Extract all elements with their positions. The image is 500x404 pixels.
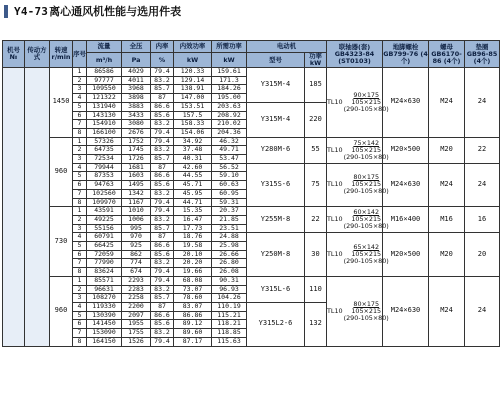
coupling-type: TL10 bbox=[327, 97, 343, 106]
efficiency-cell: 86.6 bbox=[151, 242, 174, 251]
seq-cell: 1 bbox=[73, 68, 87, 77]
pressure-cell: 925 bbox=[122, 242, 151, 251]
seq-cell: 5 bbox=[73, 102, 87, 111]
pressure-cell: 1006 bbox=[122, 215, 151, 224]
pressure-cell: 970 bbox=[122, 233, 151, 242]
required-power-cell: 203.63 bbox=[212, 102, 247, 111]
flow-cell: 108270 bbox=[87, 294, 122, 303]
internal-power-cell: 129.14 bbox=[174, 76, 212, 85]
header-speed: 转速 r/min bbox=[50, 41, 73, 68]
required-power-cell: 26.80 bbox=[212, 259, 247, 268]
header-washer: 垫圈 GB96-85 (4个) bbox=[465, 41, 500, 68]
pressure-cell: 4011 bbox=[122, 76, 151, 85]
flow-cell: 164150 bbox=[87, 337, 122, 346]
header-nut: 螺母 GB6170-86 (4个) bbox=[429, 41, 465, 68]
coupling-size-c: (290-105×80) bbox=[343, 313, 389, 322]
required-power-cell: 23.51 bbox=[212, 224, 247, 233]
header-internal-power: 内效功率 bbox=[174, 41, 212, 53]
internal-power-cell: 89.60 bbox=[174, 329, 212, 338]
header-flow: 流量 bbox=[87, 41, 122, 53]
required-power-cell: 59.31 bbox=[212, 198, 247, 207]
coupling-type: TL10 bbox=[327, 250, 343, 259]
flow-cell: 102560 bbox=[87, 189, 122, 198]
coupling-type: TL10 bbox=[327, 180, 343, 189]
pressure-cell: 674 bbox=[122, 268, 151, 277]
washer-cell: 24 bbox=[465, 276, 500, 346]
pressure-cell: 1955 bbox=[122, 320, 151, 329]
internal-power-cell: 20.20 bbox=[174, 259, 212, 268]
efficiency-cell: 87 bbox=[151, 302, 174, 311]
header-pressure: 全压 bbox=[122, 41, 151, 53]
efficiency-cell: 85.7 bbox=[151, 224, 174, 233]
efficiency-cell: 85.7 bbox=[151, 294, 174, 303]
anchor-bolt-cell: M20×500 bbox=[383, 233, 429, 277]
internal-power-cell: 44.71 bbox=[174, 198, 212, 207]
internal-power-cell: 120.33 bbox=[174, 68, 212, 77]
flow-cell: 55156 bbox=[87, 224, 122, 233]
required-power-cell: 184.26 bbox=[212, 85, 247, 94]
coupling-size-c: (290-105×80) bbox=[343, 257, 389, 266]
flow-cell: 83624 bbox=[87, 268, 122, 277]
title-accent-bar bbox=[4, 5, 8, 18]
internal-power-cell: 68.08 bbox=[174, 276, 212, 285]
seq-cell: 3 bbox=[73, 224, 87, 233]
pressure-cell: 1526 bbox=[122, 337, 151, 346]
header-efficiency: 内率 bbox=[151, 41, 174, 53]
efficiency-cell: 85.6 bbox=[151, 250, 174, 259]
internal-power-cell: 87.17 bbox=[174, 337, 212, 346]
coupling-size-a: 65×142 bbox=[353, 243, 380, 252]
internal-power-cell: 73.07 bbox=[174, 285, 212, 294]
required-power-cell: 115.63 bbox=[212, 337, 247, 346]
pressure-cell: 2293 bbox=[122, 276, 151, 285]
pressure-cell: 1681 bbox=[122, 163, 151, 172]
motor-power-cell: 110 bbox=[305, 276, 327, 302]
flow-cell: 121322 bbox=[87, 94, 122, 103]
required-power-cell: 90.31 bbox=[212, 276, 247, 285]
internal-power-cell: 147.00 bbox=[174, 94, 212, 103]
header-coupling: 联轴器(套) GB4323-84 (ST0103) bbox=[327, 41, 383, 68]
header-rp-unit: kW bbox=[212, 53, 247, 68]
flow-cell: 154910 bbox=[87, 120, 122, 129]
coupling-cell bbox=[327, 276, 389, 346]
flow-cell: 72534 bbox=[87, 155, 122, 164]
efficiency-cell: 83.2 bbox=[151, 146, 174, 155]
coupling-size-b: 105×215 bbox=[351, 145, 382, 154]
efficiency-cell: 79.4 bbox=[151, 276, 174, 285]
flow-cell: 109970 bbox=[87, 198, 122, 207]
nut-cell: M20 bbox=[429, 137, 465, 163]
pressure-cell: 3080 bbox=[122, 120, 151, 129]
pressure-cell: 1755 bbox=[122, 329, 151, 338]
motor-model-cell: Y315L-6 bbox=[247, 276, 305, 302]
flow-cell: 109550 bbox=[87, 85, 122, 94]
required-power-cell: 204.36 bbox=[212, 128, 247, 137]
motor-power-cell: 22 bbox=[305, 207, 327, 233]
motor-power-cell: 55 bbox=[305, 137, 327, 163]
coupling-size-b: 105×215 bbox=[351, 250, 382, 259]
efficiency-cell: 79.4 bbox=[151, 68, 174, 77]
seq-cell: 8 bbox=[73, 268, 87, 277]
speed-cell: 1450 bbox=[50, 68, 73, 138]
nut-cell: M24 bbox=[429, 68, 465, 138]
efficiency-cell: 83.2 bbox=[151, 189, 174, 198]
flow-cell: 66425 bbox=[87, 242, 122, 251]
header-drive: 传动方式 bbox=[25, 41, 50, 68]
speed-cell: 960 bbox=[50, 276, 73, 346]
flow-cell: 119330 bbox=[87, 302, 122, 311]
header-flow-unit: m³/h bbox=[87, 53, 122, 68]
required-power-cell: 210.02 bbox=[212, 120, 247, 129]
required-power-cell: 46.32 bbox=[212, 137, 247, 146]
table-row bbox=[3, 68, 500, 77]
washer-cell: 24 bbox=[465, 68, 500, 138]
efficiency-cell: 85.7 bbox=[151, 155, 174, 164]
header-motor: 电动机 bbox=[247, 41, 327, 53]
header-anchor: 地脚螺栓 GB799-76 (4个) bbox=[383, 41, 429, 68]
table-row bbox=[3, 276, 500, 285]
pressure-cell: 774 bbox=[122, 259, 151, 268]
washer-cell: 24 bbox=[465, 163, 500, 207]
flow-cell: 166100 bbox=[87, 128, 122, 137]
seq-cell: 1 bbox=[73, 276, 87, 285]
internal-power-cell: 16.47 bbox=[174, 215, 212, 224]
seq-cell: 4 bbox=[73, 233, 87, 242]
required-power-cell: 59.10 bbox=[212, 172, 247, 181]
seq-cell: 6 bbox=[73, 111, 87, 120]
pressure-cell: 1745 bbox=[122, 146, 151, 155]
seq-cell: 1 bbox=[73, 137, 87, 146]
required-power-cell: 24.88 bbox=[212, 233, 247, 242]
coupling-sizes bbox=[344, 209, 389, 230]
flow-cell: 141450 bbox=[87, 320, 122, 329]
pressure-cell: 2200 bbox=[122, 302, 151, 311]
efficiency-cell: 85.6 bbox=[151, 181, 174, 190]
efficiency-cell: 79.4 bbox=[151, 207, 174, 216]
header-motor-power: 功率kW bbox=[305, 53, 327, 68]
required-power-cell: 25.98 bbox=[212, 242, 247, 251]
flow-cell: 86586 bbox=[87, 68, 122, 77]
required-power-cell: 159.61 bbox=[212, 68, 247, 77]
coupling-size-a: 90×175 bbox=[353, 90, 380, 99]
seq-cell: 8 bbox=[73, 198, 87, 207]
seq-cell: 3 bbox=[73, 294, 87, 303]
efficiency-cell: 83.2 bbox=[151, 285, 174, 294]
required-power-cell: 104.26 bbox=[212, 294, 247, 303]
nut-cell: M24 bbox=[429, 276, 465, 346]
anchor-bolt-cell: M24×630 bbox=[383, 276, 429, 346]
seq-cell: 4 bbox=[73, 94, 87, 103]
anchor-bolt-cell: M24×630 bbox=[383, 163, 429, 207]
coupling-size-a: 75×142 bbox=[353, 138, 380, 147]
motor-power-cell: 132 bbox=[305, 302, 327, 346]
nut-cell: M24 bbox=[429, 163, 465, 207]
internal-power-cell: 83.07 bbox=[174, 302, 212, 311]
coupling-type: TL10 bbox=[327, 306, 343, 315]
efficiency-cell: 86.6 bbox=[151, 102, 174, 111]
internal-power-cell: 15.35 bbox=[174, 207, 212, 216]
pressure-cell: 2258 bbox=[122, 294, 151, 303]
header-required-power: 所需功率 bbox=[212, 41, 247, 53]
required-power-cell: 118.85 bbox=[212, 329, 247, 338]
pressure-cell: 1010 bbox=[122, 207, 151, 216]
motor-power-cell: 30 bbox=[305, 233, 327, 277]
coupling-sizes bbox=[344, 244, 389, 265]
page-title: 离心通风机性能与选用件表 bbox=[49, 5, 182, 18]
coupling-cell bbox=[327, 163, 389, 207]
internal-power-cell: 86.86 bbox=[174, 311, 212, 320]
seq-cell: 5 bbox=[73, 311, 87, 320]
motor-power-cell: 220 bbox=[305, 102, 327, 137]
seq-cell: 6 bbox=[73, 181, 87, 190]
efficiency-cell: 83.2 bbox=[151, 215, 174, 224]
header-seq: 序号 bbox=[73, 41, 87, 68]
required-power-cell: 56.52 bbox=[212, 163, 247, 172]
header-eff-unit: % bbox=[151, 53, 174, 68]
internal-power-cell: 45.95 bbox=[174, 189, 212, 198]
required-power-cell: 115.21 bbox=[212, 311, 247, 320]
efficiency-cell: 87 bbox=[151, 94, 174, 103]
flow-cell: 77990 bbox=[87, 259, 122, 268]
required-power-cell: 53.47 bbox=[212, 155, 247, 164]
motor-model-cell: Y315S-6 bbox=[247, 163, 305, 207]
fan-performance-table bbox=[2, 40, 500, 347]
flow-cell: 143130 bbox=[87, 111, 122, 120]
pressure-cell: 1752 bbox=[122, 137, 151, 146]
pressure-cell: 995 bbox=[122, 224, 151, 233]
internal-power-cell: 34.92 bbox=[174, 137, 212, 146]
coupling-type: TL10 bbox=[327, 145, 343, 154]
efficiency-cell: 83.2 bbox=[151, 76, 174, 85]
coupling-size-b: 105×215 bbox=[351, 215, 382, 224]
required-power-cell: 60.63 bbox=[212, 181, 247, 190]
internal-power-cell: 45.71 bbox=[174, 181, 212, 190]
flow-cell: 57326 bbox=[87, 137, 122, 146]
required-power-cell: 208.92 bbox=[212, 111, 247, 120]
motor-model-cell: Y255M-8 bbox=[247, 207, 305, 233]
flow-cell: 96631 bbox=[87, 285, 122, 294]
required-power-cell: 26.08 bbox=[212, 268, 247, 277]
page-title-block bbox=[4, 3, 181, 19]
flow-cell: 130390 bbox=[87, 311, 122, 320]
internal-power-cell: 44.55 bbox=[174, 172, 212, 181]
internal-power-cell: 40.31 bbox=[174, 155, 212, 164]
seq-cell: 6 bbox=[73, 320, 87, 329]
motor-power-cell: 185 bbox=[305, 68, 327, 103]
nut-cell: M16 bbox=[429, 207, 465, 233]
seq-cell: 3 bbox=[73, 85, 87, 94]
internal-power-cell: 89.12 bbox=[174, 320, 212, 329]
internal-power-cell: 18.76 bbox=[174, 233, 212, 242]
coupling-sizes bbox=[344, 301, 389, 322]
required-power-cell: 96.93 bbox=[212, 285, 247, 294]
header-pressure-unit: Pa bbox=[122, 53, 151, 68]
washer-cell: 20 bbox=[465, 233, 500, 277]
drive-cell bbox=[25, 68, 50, 347]
flow-cell: 97777 bbox=[87, 76, 122, 85]
pressure-cell: 3433 bbox=[122, 111, 151, 120]
internal-power-cell: 42.60 bbox=[174, 163, 212, 172]
seq-cell: 5 bbox=[73, 242, 87, 251]
efficiency-cell: 86.6 bbox=[151, 172, 174, 181]
required-power-cell: 118.21 bbox=[212, 320, 247, 329]
coupling-cell bbox=[327, 137, 389, 163]
coupling-type: TL10 bbox=[327, 215, 343, 224]
pressure-cell: 3883 bbox=[122, 102, 151, 111]
efficiency-cell: 83.2 bbox=[151, 329, 174, 338]
flow-cell: 72059 bbox=[87, 250, 122, 259]
seq-cell: 4 bbox=[73, 163, 87, 172]
coupling-size-c: (290-105×80) bbox=[343, 152, 389, 161]
header-machine-no: 机号 № bbox=[3, 41, 25, 68]
nut-cell: M20 bbox=[429, 233, 465, 277]
seq-cell: 7 bbox=[73, 189, 87, 198]
internal-power-cell: 157.5 bbox=[174, 111, 212, 120]
flow-cell: 43591 bbox=[87, 207, 122, 216]
efficiency-cell: 85.6 bbox=[151, 111, 174, 120]
efficiency-cell: 85.6 bbox=[151, 320, 174, 329]
speed-cell: 730 bbox=[50, 207, 73, 277]
header-ip-unit: kW bbox=[174, 53, 212, 68]
seq-cell: 5 bbox=[73, 172, 87, 181]
coupling-size-c: (290-105×80) bbox=[343, 222, 389, 231]
flow-cell: 79944 bbox=[87, 163, 122, 172]
coupling-size-c: (290-105×80) bbox=[343, 187, 389, 196]
flow-cell: 94763 bbox=[87, 181, 122, 190]
pressure-cell: 2676 bbox=[122, 128, 151, 137]
seq-cell: 3 bbox=[73, 155, 87, 164]
flow-cell: 131940 bbox=[87, 102, 122, 111]
title-code: Y4-73 bbox=[14, 4, 49, 18]
efficiency-cell: 83.2 bbox=[151, 259, 174, 268]
flow-cell: 153090 bbox=[87, 329, 122, 338]
coupling-sizes bbox=[344, 92, 389, 113]
internal-power-cell: 19.58 bbox=[174, 242, 212, 251]
coupling-size-b: 105×215 bbox=[351, 97, 382, 106]
pressure-cell: 4029 bbox=[122, 68, 151, 77]
internal-power-cell: 19.66 bbox=[174, 268, 212, 277]
seq-cell: 8 bbox=[73, 337, 87, 346]
washer-cell: 16 bbox=[465, 207, 500, 233]
anchor-bolt-cell: M16×400 bbox=[383, 207, 429, 233]
seq-cell: 2 bbox=[73, 76, 87, 85]
internal-power-cell: 154.06 bbox=[174, 128, 212, 137]
coupling-cell bbox=[327, 233, 389, 277]
pressure-cell: 3968 bbox=[122, 85, 151, 94]
required-power-cell: 49.71 bbox=[212, 146, 247, 155]
coupling-size-c: (290-105×80) bbox=[343, 104, 389, 113]
anchor-bolt-cell: M24×630 bbox=[383, 68, 429, 138]
pressure-cell: 862 bbox=[122, 250, 151, 259]
internal-power-cell: 138.91 bbox=[174, 85, 212, 94]
coupling-size-b: 105×215 bbox=[351, 180, 382, 189]
header-motor-model: 型号 bbox=[247, 53, 305, 68]
seq-cell: 7 bbox=[73, 329, 87, 338]
required-power-cell: 20.37 bbox=[212, 207, 247, 216]
motor-model-cell: Y315M-4 bbox=[247, 102, 305, 137]
efficiency-cell: 79.4 bbox=[151, 337, 174, 346]
motor-model-cell: Y250M-8 bbox=[247, 233, 305, 277]
internal-power-cell: 20.10 bbox=[174, 250, 212, 259]
efficiency-cell: 87 bbox=[151, 233, 174, 242]
coupling-sizes bbox=[344, 174, 389, 195]
flow-cell: 49225 bbox=[87, 215, 122, 224]
coupling-sizes bbox=[344, 140, 389, 161]
coupling-size-a: 60×142 bbox=[353, 208, 380, 217]
pressure-cell: 1167 bbox=[122, 198, 151, 207]
coupling-size-a: 80×175 bbox=[353, 173, 380, 182]
seq-cell: 7 bbox=[73, 259, 87, 268]
efficiency-cell: 79.4 bbox=[151, 128, 174, 137]
coupling-cell bbox=[327, 68, 389, 138]
coupling-size-a: 80×175 bbox=[353, 299, 380, 308]
seq-cell: 6 bbox=[73, 250, 87, 259]
flow-cell: 60791 bbox=[87, 233, 122, 242]
efficiency-cell: 85.7 bbox=[151, 85, 174, 94]
seq-cell: 4 bbox=[73, 302, 87, 311]
required-power-cell: 171.3 bbox=[212, 76, 247, 85]
efficiency-cell: 86.6 bbox=[151, 311, 174, 320]
anchor-bolt-cell: M20×500 bbox=[383, 137, 429, 163]
efficiency-cell: 79.4 bbox=[151, 137, 174, 146]
pressure-cell: 2283 bbox=[122, 285, 151, 294]
required-power-cell: 21.85 bbox=[212, 215, 247, 224]
machine-no-cell bbox=[3, 68, 25, 347]
efficiency-cell: 87 bbox=[151, 163, 174, 172]
pressure-cell: 2097 bbox=[122, 311, 151, 320]
internal-power-cell: 78.60 bbox=[174, 294, 212, 303]
flow-cell: 85571 bbox=[87, 276, 122, 285]
seq-cell: 2 bbox=[73, 285, 87, 294]
flow-cell: 87353 bbox=[87, 172, 122, 181]
required-power-cell: 110.19 bbox=[212, 302, 247, 311]
flow-cell: 64735 bbox=[87, 146, 122, 155]
internal-power-cell: 17.73 bbox=[174, 224, 212, 233]
seq-cell: 1 bbox=[73, 207, 87, 216]
coupling-size-b: 105×215 bbox=[351, 306, 382, 315]
speed-cell: 960 bbox=[50, 137, 73, 207]
pressure-cell: 1342 bbox=[122, 189, 151, 198]
motor-model-cell: Y315M-4 bbox=[247, 68, 305, 103]
coupling-cell bbox=[327, 207, 389, 233]
required-power-cell: 26.66 bbox=[212, 250, 247, 259]
efficiency-cell: 83.2 bbox=[151, 120, 174, 129]
seq-cell: 2 bbox=[73, 146, 87, 155]
pressure-cell: 1726 bbox=[122, 155, 151, 164]
motor-power-cell: 75 bbox=[305, 163, 327, 207]
efficiency-cell: 79.4 bbox=[151, 268, 174, 277]
pressure-cell: 1495 bbox=[122, 181, 151, 190]
seq-cell: 2 bbox=[73, 215, 87, 224]
internal-power-cell: 158.33 bbox=[174, 120, 212, 129]
required-power-cell: 60.95 bbox=[212, 189, 247, 198]
pressure-cell: 1603 bbox=[122, 172, 151, 181]
pressure-cell: 3898 bbox=[122, 94, 151, 103]
internal-power-cell: 153.51 bbox=[174, 102, 212, 111]
seq-cell: 8 bbox=[73, 128, 87, 137]
motor-model-cell: Y315L2-6 bbox=[247, 302, 305, 346]
required-power-cell: 195.00 bbox=[212, 94, 247, 103]
internal-power-cell: 37.48 bbox=[174, 146, 212, 155]
washer-cell: 22 bbox=[465, 137, 500, 163]
efficiency-cell: 79.4 bbox=[151, 198, 174, 207]
seq-cell: 7 bbox=[73, 120, 87, 129]
motor-model-cell: Y280M-6 bbox=[247, 137, 305, 163]
